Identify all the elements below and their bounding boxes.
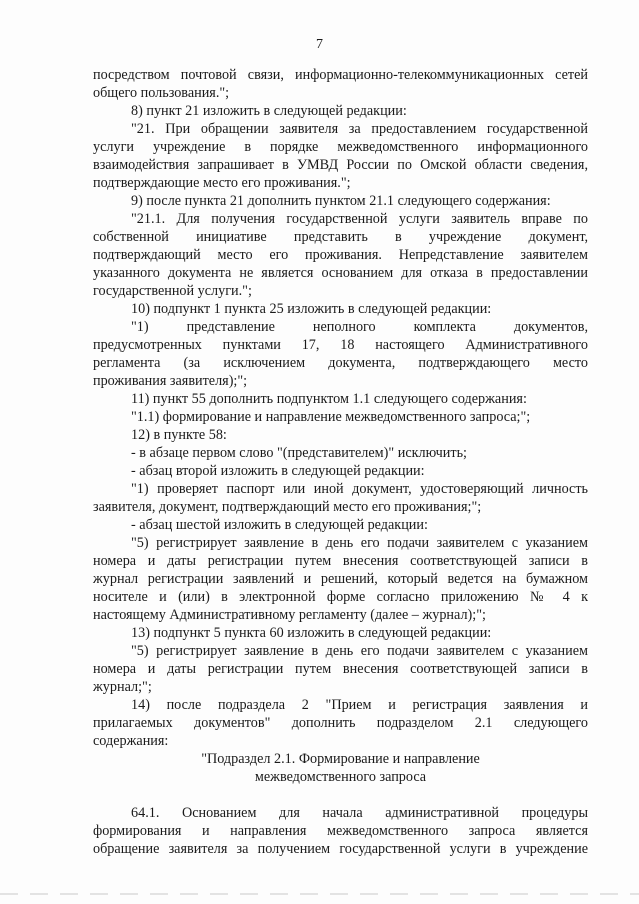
text-line: прилагаемых документов" дополнить подразделом 2.1 следующего [93, 715, 588, 731]
text-line: 8) пункт 21 изложить в следующей редакции: [131, 103, 407, 119]
blank-line [93, 786, 588, 804]
text-line: 64.1. Основанием для начала административной процедуры [131, 805, 588, 821]
text-line: подтверждающий место его проживания. Непредставление заявителем [93, 247, 588, 263]
text-line: номера и даты регистрации путем внесения соответствующей записи в [93, 553, 588, 569]
text-line: "Подраздел 2.1. Формирование и направление [201, 751, 480, 767]
scan-artifact [0, 893, 639, 895]
text-line: 11) пункт 55 дополнить подпунктом 1.1 следующего содержания: [131, 391, 527, 407]
text-line: "21. При обращении заявителя за предоставлением государственной [131, 121, 588, 137]
text-line: предусмотренных пунктами 17, 18 настоящего Административного [93, 337, 588, 353]
text-line: журнал регистрации заявлений и решений, который ведется на бумажном [93, 571, 588, 587]
document-body [93, 66, 588, 858]
text-line: 12) в пункте 58: [131, 427, 227, 443]
text-line: посредством почтовой связи, информационно-телекоммуникационных сетей [93, 67, 588, 83]
text-line: носителе и (или) в электронной форме согласно приложению № 4 к [93, 589, 588, 605]
text-line: регламента (за исключением документа, подтверждающего место [93, 355, 588, 371]
text-line: "1.1) формирование и направление межведомственного запроса;"; [131, 409, 531, 425]
text-line: "1) проверяет паспорт или иной документ, удостоверяющий личность [131, 481, 588, 497]
text-line: номера и даты регистрации путем внесения соответствующей записи в [93, 661, 588, 677]
text-line: межведомственного запроса [254, 769, 427, 785]
text-line: обращение заявителя за получением государственной услуги в учреждение [93, 841, 588, 857]
text-line: проживания заявителя);"; [93, 373, 248, 389]
text-line: взаимодействия запрашивает в УМВД России по Омской области сведения, [93, 157, 588, 173]
text-line: - абзац шестой изложить в следующей редакции: [131, 517, 428, 533]
text-line: "5) регистрирует заявление в день его подачи заявителем с указанием [131, 643, 588, 659]
text-line: 10) подпункт 1 пункта 25 изложить в следующей редакции: [131, 301, 492, 317]
text-line: содержания: [93, 733, 169, 749]
text-line: заявителя, документ, подтверждающий место его проживания;"; [93, 499, 482, 515]
text-line: "1) представление неполного комплекта документов, [131, 319, 588, 335]
text-line: журнал;"; [93, 679, 152, 695]
text-line: 14) после подраздела 2 "Прием и регистрация заявления и [131, 697, 588, 713]
text-line: формирования и направления межведомственного запроса является [93, 823, 588, 839]
text-line: - абзац второй изложить в следующей редакции: [131, 463, 425, 479]
text-line: 9) после пункта 21 дополнить пунктом 21.1 следующего содержания: [131, 193, 551, 209]
text-line: государственной услуги."; [93, 283, 252, 299]
text-line: собственной инициативе представить в учреждение документ, [93, 229, 588, 245]
text-line: 13) подпункт 5 пункта 60 изложить в следующей редакции: [131, 625, 492, 641]
text-line: подтверждающие место его проживания."; [93, 175, 351, 191]
page-number: 7 [316, 37, 323, 52]
text-line: "21.1. Для получения государственной услуги заявитель вправе по [131, 211, 588, 227]
text-line: настоящему Административному регламенту (далее – журнал);"; [93, 607, 486, 623]
text-line: указанного документа не является основанием для отказа в предоставлении [93, 265, 588, 281]
text-line: - в абзаце первом слово "(представителем)" исключить; [131, 445, 467, 461]
text-line: "5) регистрирует заявление в день его подачи заявителем с указанием [131, 535, 588, 551]
text-line: услуги учреждение в порядке межведомственного информационного [93, 139, 588, 155]
text-line: общего пользования."; [93, 85, 230, 101]
